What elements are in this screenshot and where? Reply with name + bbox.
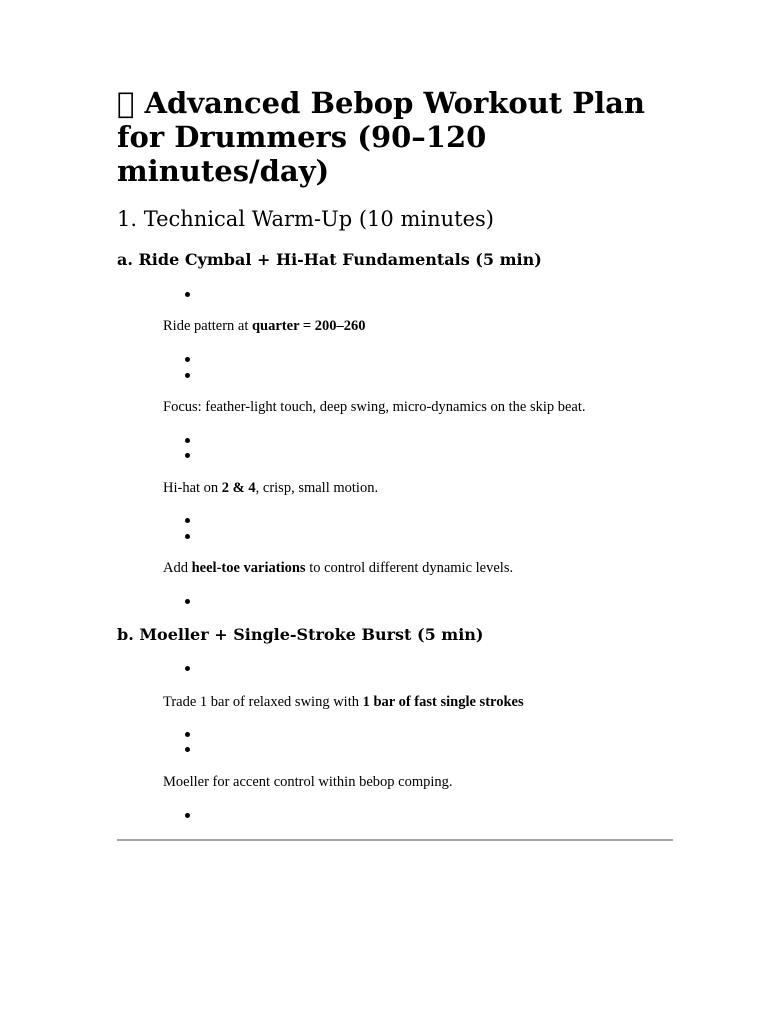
subsection-heading-moeller: b. Moeller + Single-Stroke Burst (5 min) — [117, 625, 484, 644]
list-bullet — [185, 373, 190, 378]
list-bullet — [185, 292, 190, 297]
list-item-text: Ride pattern at quarter = 200–260 — [163, 318, 366, 334]
list-item-text: Hi-hat on 2 & 4, crisp, small motion. — [163, 480, 379, 496]
list-bullet — [185, 747, 190, 752]
list-bullet — [185, 357, 190, 362]
list-bullet — [185, 666, 190, 671]
list-bullet — [185, 813, 190, 818]
section-heading-technical-warm-up: 1. Technical Warm-Up (10 minutes) — [117, 207, 494, 231]
list-bullet — [185, 438, 190, 443]
list-bullet — [185, 599, 190, 604]
list-bullet — [185, 518, 190, 523]
list-item-text: Trade 1 bar of relaxed swing with 1 bar of fast single strokes — [163, 694, 524, 710]
list-bullet — [185, 732, 190, 737]
subsection-heading-ride-hihat: a. Ride Cymbal + Hi-Hat Fundamentals (5 min) — [117, 250, 542, 269]
list-item-text: Moeller for accent control within bebop comping. — [163, 774, 453, 790]
list-bullet — [185, 534, 190, 539]
list-item-text: Add heel-toe variations to control different dynamic levels. — [163, 560, 514, 576]
horizontal-rule — [117, 839, 673, 841]
list-item-text: Focus: feather-light touch, deep swing, micro-dynamics on the skip beat. — [163, 399, 586, 415]
document-title:   Advanced Bebop Workout Plan for Drummers (90–120 minutes/day) — [117, 86, 645, 188]
list-bullet — [185, 453, 190, 458]
